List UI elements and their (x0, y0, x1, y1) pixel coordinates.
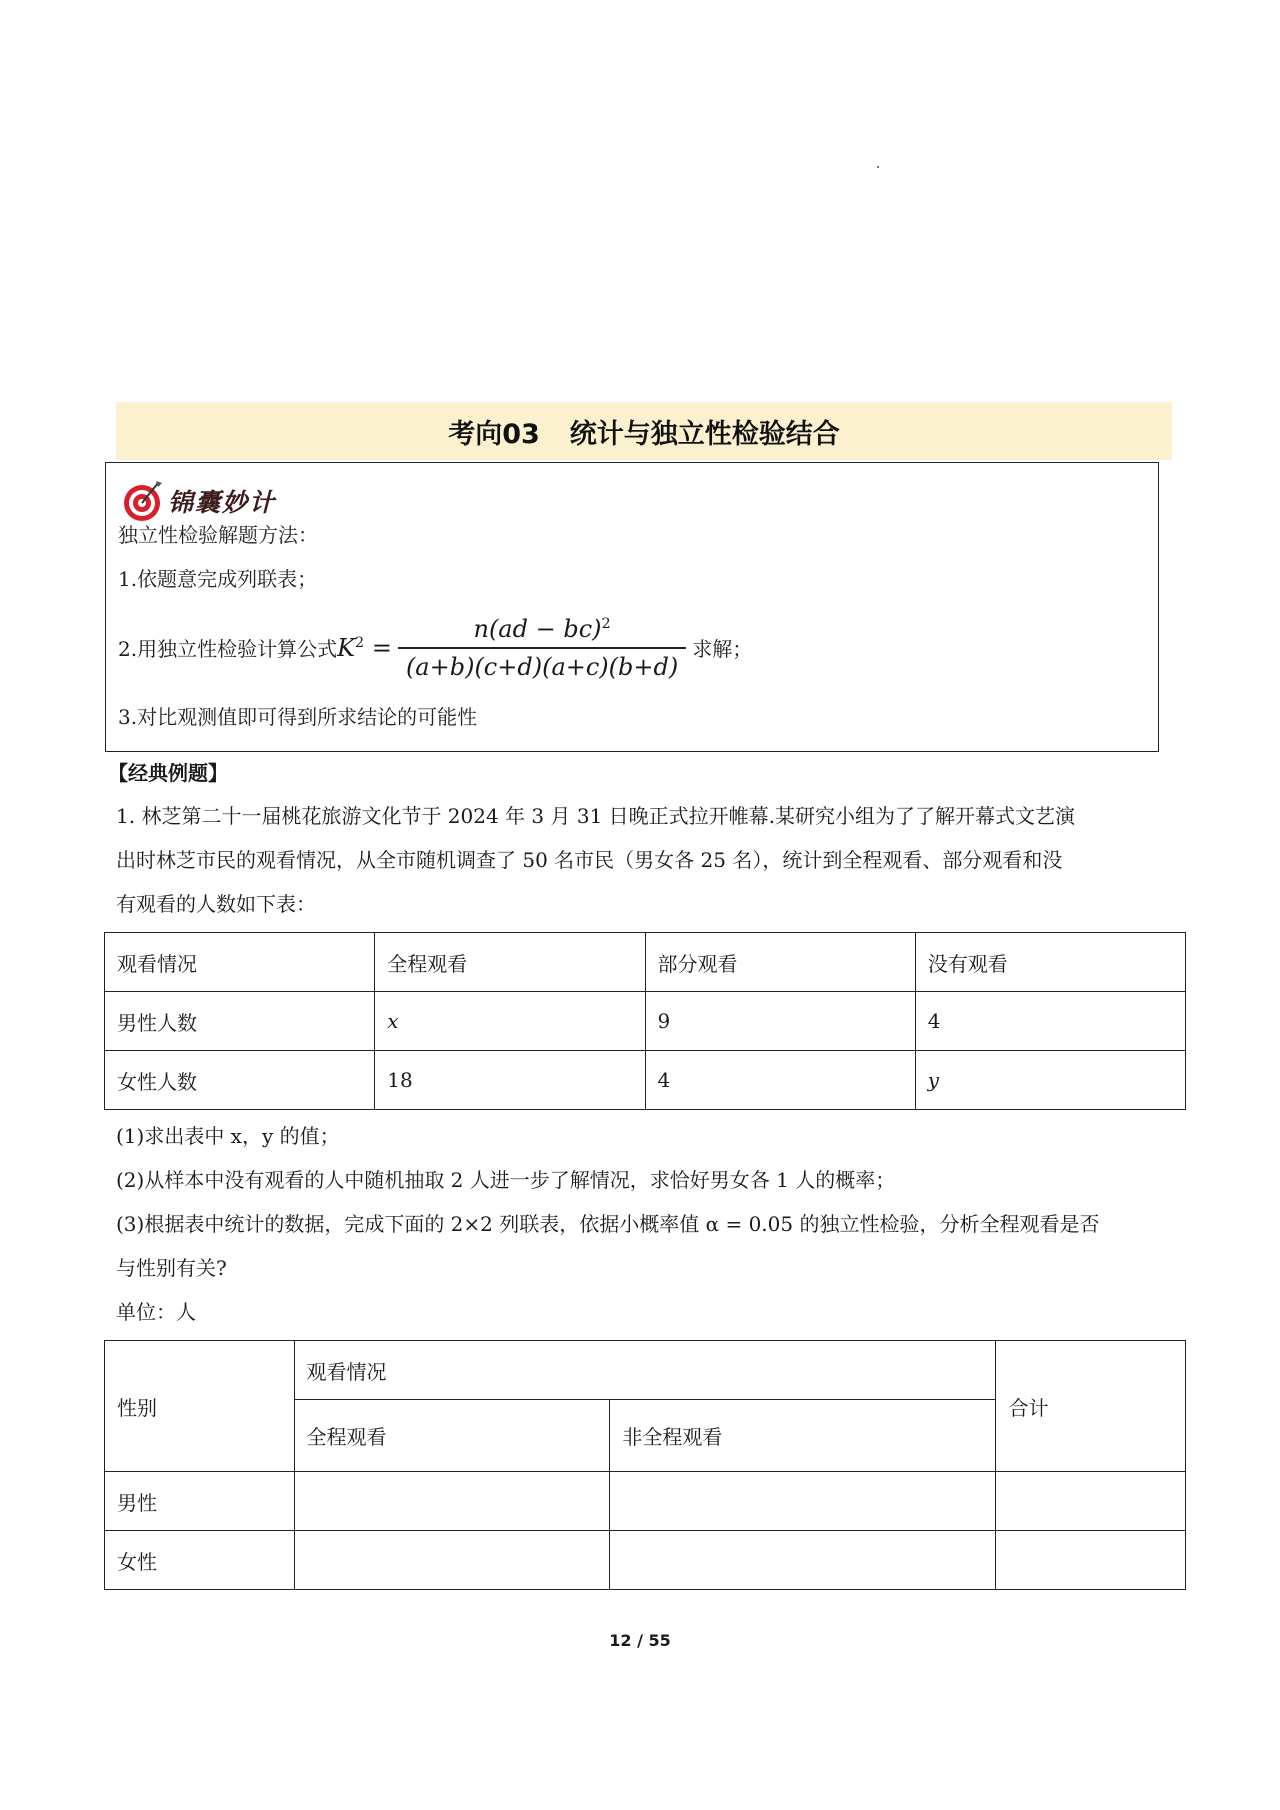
table-cell: 没有观看 (915, 933, 1185, 992)
table-cell: 男性人数 (105, 992, 375, 1051)
table-cell: 观看情况 (294, 1341, 996, 1400)
problem-line-2: 出时林芝市民的观看情况，从全市随机调查了 50 名市民（男女各 25 名），统计到全程观看、部分观看和没 (116, 848, 1063, 872)
table-row (105, 1531, 1186, 1590)
table-cell: 9 (645, 992, 915, 1051)
table-row (105, 1472, 1186, 1531)
table-cell (294, 1472, 610, 1531)
tips-box (105, 462, 1159, 752)
formula-fraction (398, 615, 686, 681)
section-heading: 统计与独立性检验结合 (569, 418, 840, 450)
question-3-line-2: 与性别有关? (116, 1256, 227, 1280)
section-title (116, 402, 1172, 460)
table-row (105, 1051, 1186, 1110)
problem-line-1: 1. 林芝第二十一届桃花旅游文化节于 2024 年 3 月 31 日晚正式拉开帷幕.某研究小组为了了解开幕式文艺演 (116, 804, 1076, 828)
tips-logo (120, 479, 276, 523)
step2-prefix: 2.用独立性检验计算公式 (118, 637, 338, 662)
question-3-line-1: (3)根据表中统计的数据，完成下面的 2×2 列联表，依据小概率值 α = 0.05 的独立性检验，分析全程观看是否 (116, 1212, 1100, 1236)
stray-dot (877, 166, 879, 168)
unit-label: 单位：人 (116, 1300, 196, 1324)
table-cell (996, 1531, 1186, 1590)
table-cell: 部分观看 (645, 933, 915, 992)
target-icon (120, 479, 164, 523)
table-cell: 4 (915, 992, 1185, 1051)
question-1: (1)求出表中 x，y 的值； (116, 1124, 340, 1148)
table-cell: x (375, 992, 645, 1051)
table-cell: 观看情况 (105, 933, 375, 992)
page-number: 12 / 55 (609, 1631, 671, 1650)
table-cell: 合计 (996, 1341, 1186, 1472)
table-cell: 性别 (105, 1341, 295, 1472)
formula-denominator: (a+b)(c+d)(a+c)(b+d) (405, 652, 679, 681)
section-label: 考向03 (448, 418, 540, 450)
table-cell: 女性 (105, 1531, 295, 1590)
table-cell: 非全程观看 (610, 1400, 996, 1472)
table-cell (294, 1531, 610, 1590)
table-cell: 全程观看 (375, 933, 645, 992)
tips-step-3: 3.对比观测值即可得到所求结论的可能性 (118, 705, 478, 729)
table-header-row (105, 1341, 1186, 1400)
formula-numerator: n(ad − bc)$^2$ (473, 615, 611, 643)
table-cell: 男性 (105, 1472, 295, 1531)
table-cell: 全程观看 (294, 1400, 610, 1472)
tips-step-2 (118, 615, 752, 681)
table-cell (610, 1531, 996, 1590)
logo-text: 锦囊妙计 (168, 488, 277, 517)
table-cell (610, 1472, 996, 1531)
formula-lhs: $K^2$ = (337, 633, 392, 662)
table-row (105, 992, 1186, 1051)
table-header-row (105, 933, 1186, 992)
table-cell (996, 1472, 1186, 1531)
viewing-table (104, 932, 1186, 1110)
contingency-table (104, 1340, 1186, 1590)
question-2: (2)从样本中没有观看的人中随机抽取 2 人进一步了解情况，求恰好男女各 1 人的概率； (116, 1168, 896, 1192)
table-cell: y (915, 1051, 1185, 1110)
tips-intro: 独立性检验解题方法： (118, 523, 318, 547)
problem-line-3: 有观看的人数如下表： (116, 892, 316, 916)
step2-suffix: 求解； (692, 637, 753, 662)
tips-step-1: 1.依题意完成列联表； (118, 567, 318, 591)
table-cell: 4 (645, 1051, 915, 1110)
example-heading: 【经典例题】 (108, 761, 228, 785)
table-cell: 女性人数 (105, 1051, 375, 1110)
table-cell: 18 (375, 1051, 645, 1110)
